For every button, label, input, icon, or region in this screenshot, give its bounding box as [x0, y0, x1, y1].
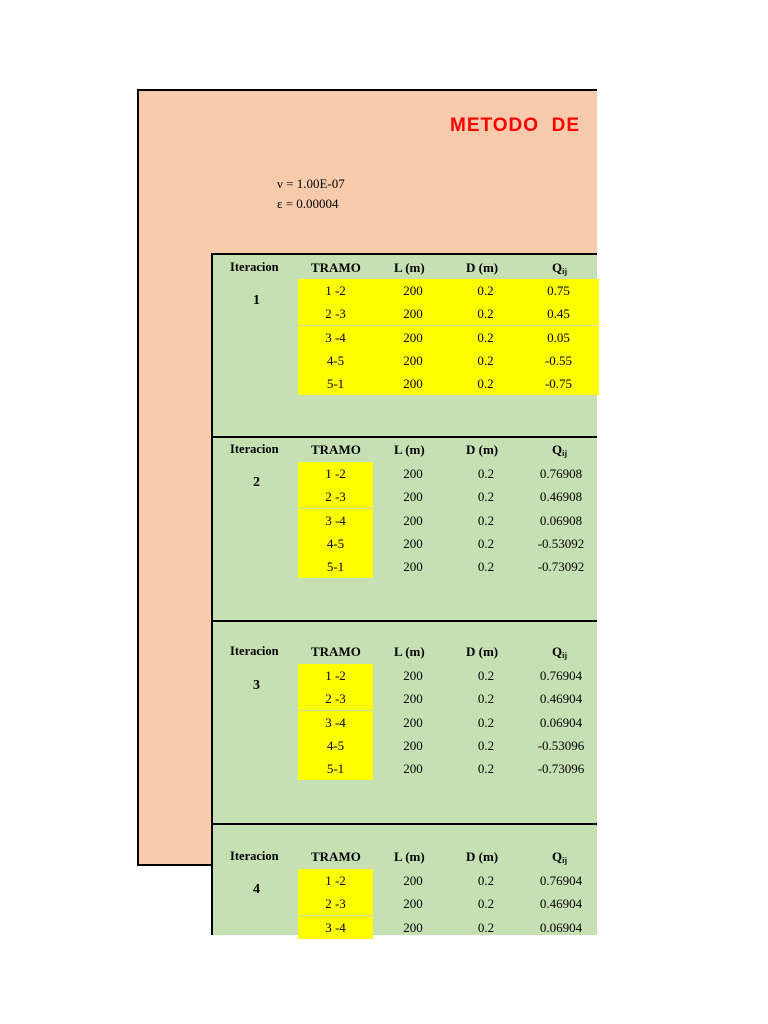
header-iteracion: Iteracion [230, 849, 279, 863]
table-row [213, 349, 599, 372]
length-cell[interactable]: 200 [373, 302, 453, 325]
flow-cell[interactable]: 0.06904 [539, 919, 583, 935]
header-tramo: TRAMO [311, 849, 361, 864]
header-iteracion: Iteracion [230, 644, 279, 658]
table-row [213, 664, 599, 687]
length-cell[interactable]: 200 [403, 896, 423, 912]
header-flow-subscript: ij [562, 449, 568, 458]
table-row [213, 711, 599, 734]
length-cell[interactable]: 200 [403, 919, 423, 935]
header-iteracion: Iteracion [230, 442, 279, 456]
tramo-cell[interactable]: 4-5 [298, 734, 373, 757]
tramo-cell[interactable]: 3 -4 [298, 711, 373, 734]
table-row [213, 462, 599, 485]
diameter-cell[interactable]: 0.2 [477, 737, 495, 753]
tramo-cell[interactable]: 5-1 [298, 372, 373, 395]
header-flow-subscript: ij [562, 651, 568, 660]
header-flow [552, 260, 567, 276]
tramo-cell[interactable]: 2 -3 [298, 892, 373, 915]
table-row [213, 279, 599, 302]
flow-cell[interactable]: 0.46904 [539, 896, 583, 912]
table-row [213, 326, 599, 349]
table-row [213, 892, 599, 915]
diameter-cell[interactable]: 0.2 [477, 489, 495, 505]
header-flow [552, 442, 567, 458]
diameter-cell[interactable]: 0.2 [477, 691, 495, 707]
header-length: L (m) [394, 644, 425, 659]
tramo-cell[interactable]: 3 -4 [298, 916, 373, 939]
flow-cell[interactable]: 0.45 [518, 302, 599, 325]
length-cell[interactable]: 200 [403, 489, 423, 505]
length-cell[interactable]: 200 [403, 535, 423, 551]
diameter-cell[interactable]: 0.2 [477, 559, 495, 575]
diameter-cell[interactable]: 0.2 [453, 349, 518, 372]
table-row [213, 532, 599, 555]
table-row [213, 734, 599, 757]
diameter-cell[interactable]: 0.2 [477, 714, 495, 730]
header-flow-symbol: Q [552, 260, 563, 275]
header-tramo: TRAMO [311, 442, 361, 457]
tramo-cell[interactable]: 4-5 [298, 532, 373, 555]
flow-cell[interactable]: 0.46904 [539, 691, 583, 707]
tramo-cell[interactable]: 5-1 [298, 757, 373, 780]
iteration-block [211, 253, 597, 437]
tramo-cell[interactable]: 1 -2 [298, 869, 373, 892]
length-cell[interactable]: 200 [373, 372, 453, 395]
iteration-number: 4 [253, 882, 260, 897]
header-diameter: D (m) [466, 260, 499, 275]
diameter-cell[interactable]: 0.2 [453, 279, 518, 302]
flow-cell[interactable]: 0.06908 [539, 512, 583, 528]
length-cell[interactable]: 200 [403, 559, 423, 575]
length-cell[interactable]: 200 [373, 326, 453, 349]
flow-cell[interactable]: -0.75 [518, 372, 599, 395]
flow-cell[interactable]: 0.76908 [539, 466, 583, 481]
header-flow [552, 644, 567, 660]
table-row [213, 555, 599, 578]
flow-cell[interactable]: 0.76904 [539, 668, 583, 683]
roughness-param: ε = 0.00004 [277, 196, 339, 211]
length-cell[interactable]: 200 [403, 761, 423, 777]
length-cell[interactable]: 200 [403, 668, 423, 683]
tramo-cell[interactable]: 3 -4 [298, 326, 373, 349]
header-length: L (m) [394, 849, 425, 864]
iteration-number: 1 [253, 293, 260, 308]
header-length: L (m) [394, 260, 425, 275]
diameter-cell[interactable]: 0.2 [477, 466, 495, 481]
header-length: L (m) [394, 442, 425, 457]
flow-cell[interactable]: 0.75 [518, 279, 599, 302]
table-row [213, 509, 599, 532]
table-row [213, 869, 599, 892]
diameter-cell[interactable]: 0.2 [477, 535, 495, 551]
tramo-cell[interactable]: 2 -3 [298, 485, 373, 508]
tramo-cell[interactable]: 1 -2 [298, 664, 373, 687]
tramo-cell[interactable]: 4-5 [298, 349, 373, 372]
tramo-cell[interactable]: 3 -4 [298, 509, 373, 532]
header-flow-subscript: ij [562, 856, 568, 865]
header-flow-symbol: Q [552, 644, 563, 659]
flow-cell[interactable]: 0.05 [518, 326, 599, 349]
page-title: METODO DE [450, 115, 580, 136]
flow-cell[interactable]: 0.76904 [539, 873, 583, 888]
flow-cell[interactable]: 0.06904 [539, 714, 583, 730]
length-cell[interactable]: 200 [403, 466, 423, 481]
header-flow-symbol: Q [552, 442, 563, 457]
length-cell[interactable]: 200 [373, 279, 453, 302]
table-row [213, 757, 599, 780]
tramo-cell[interactable]: 2 -3 [298, 687, 373, 710]
length-cell[interactable]: 200 [373, 349, 453, 372]
iteration-block [211, 436, 597, 621]
flow-cell[interactable]: -0.53096 [537, 737, 585, 753]
length-cell[interactable]: 200 [403, 512, 423, 528]
header-tramo: TRAMO [311, 644, 361, 659]
diameter-cell[interactable]: 0.2 [453, 302, 518, 325]
viscosity-param: ν = 1.00E-07 [277, 176, 345, 191]
header-flow-symbol: Q [552, 849, 563, 864]
length-cell[interactable]: 200 [403, 873, 423, 888]
flow-cell[interactable]: -0.55 [518, 349, 599, 372]
table-row [213, 372, 599, 395]
diameter-cell[interactable]: 0.2 [477, 512, 495, 528]
table-row [213, 916, 599, 939]
header-diameter: D (m) [466, 644, 499, 659]
header-diameter: D (m) [466, 849, 499, 864]
tramo-cell[interactable]: 1 -2 [298, 279, 373, 302]
header-flow-subscript: ij [562, 267, 568, 276]
length-cell[interactable]: 200 [403, 737, 423, 753]
header-iteracion: Iteracion [230, 260, 279, 274]
diameter-cell[interactable]: 0.2 [453, 372, 518, 395]
tramo-cell[interactable]: 5-1 [298, 555, 373, 578]
table-row [213, 687, 599, 710]
tramo-cell[interactable]: 1 -2 [298, 462, 373, 485]
flow-cell[interactable]: -0.73096 [537, 761, 585, 777]
iteration-block [211, 823, 597, 935]
flow-cell[interactable]: -0.73092 [537, 559, 585, 575]
header-diameter: D (m) [466, 442, 499, 457]
header-tramo: TRAMO [311, 260, 361, 275]
table-row [213, 302, 599, 325]
flow-cell[interactable]: 0.46908 [539, 489, 583, 505]
length-cell[interactable]: 200 [403, 714, 423, 730]
tramo-cell[interactable]: 2 -3 [298, 302, 373, 325]
iteration-number: 2 [253, 475, 260, 490]
header-flow [552, 849, 567, 865]
iteration-number: 3 [253, 678, 260, 693]
diameter-cell[interactable]: 0.2 [477, 896, 495, 912]
length-cell[interactable]: 200 [403, 691, 423, 707]
iteration-block [211, 620, 597, 824]
diameter-cell[interactable]: 0.2 [477, 919, 495, 935]
flow-cell[interactable]: -0.53092 [537, 535, 585, 551]
diameter-cell[interactable]: 0.2 [453, 326, 518, 349]
diameter-cell[interactable]: 0.2 [477, 761, 495, 777]
diameter-cell[interactable]: 0.2 [477, 873, 495, 888]
table-row [213, 485, 599, 508]
diameter-cell[interactable]: 0.2 [477, 668, 495, 683]
